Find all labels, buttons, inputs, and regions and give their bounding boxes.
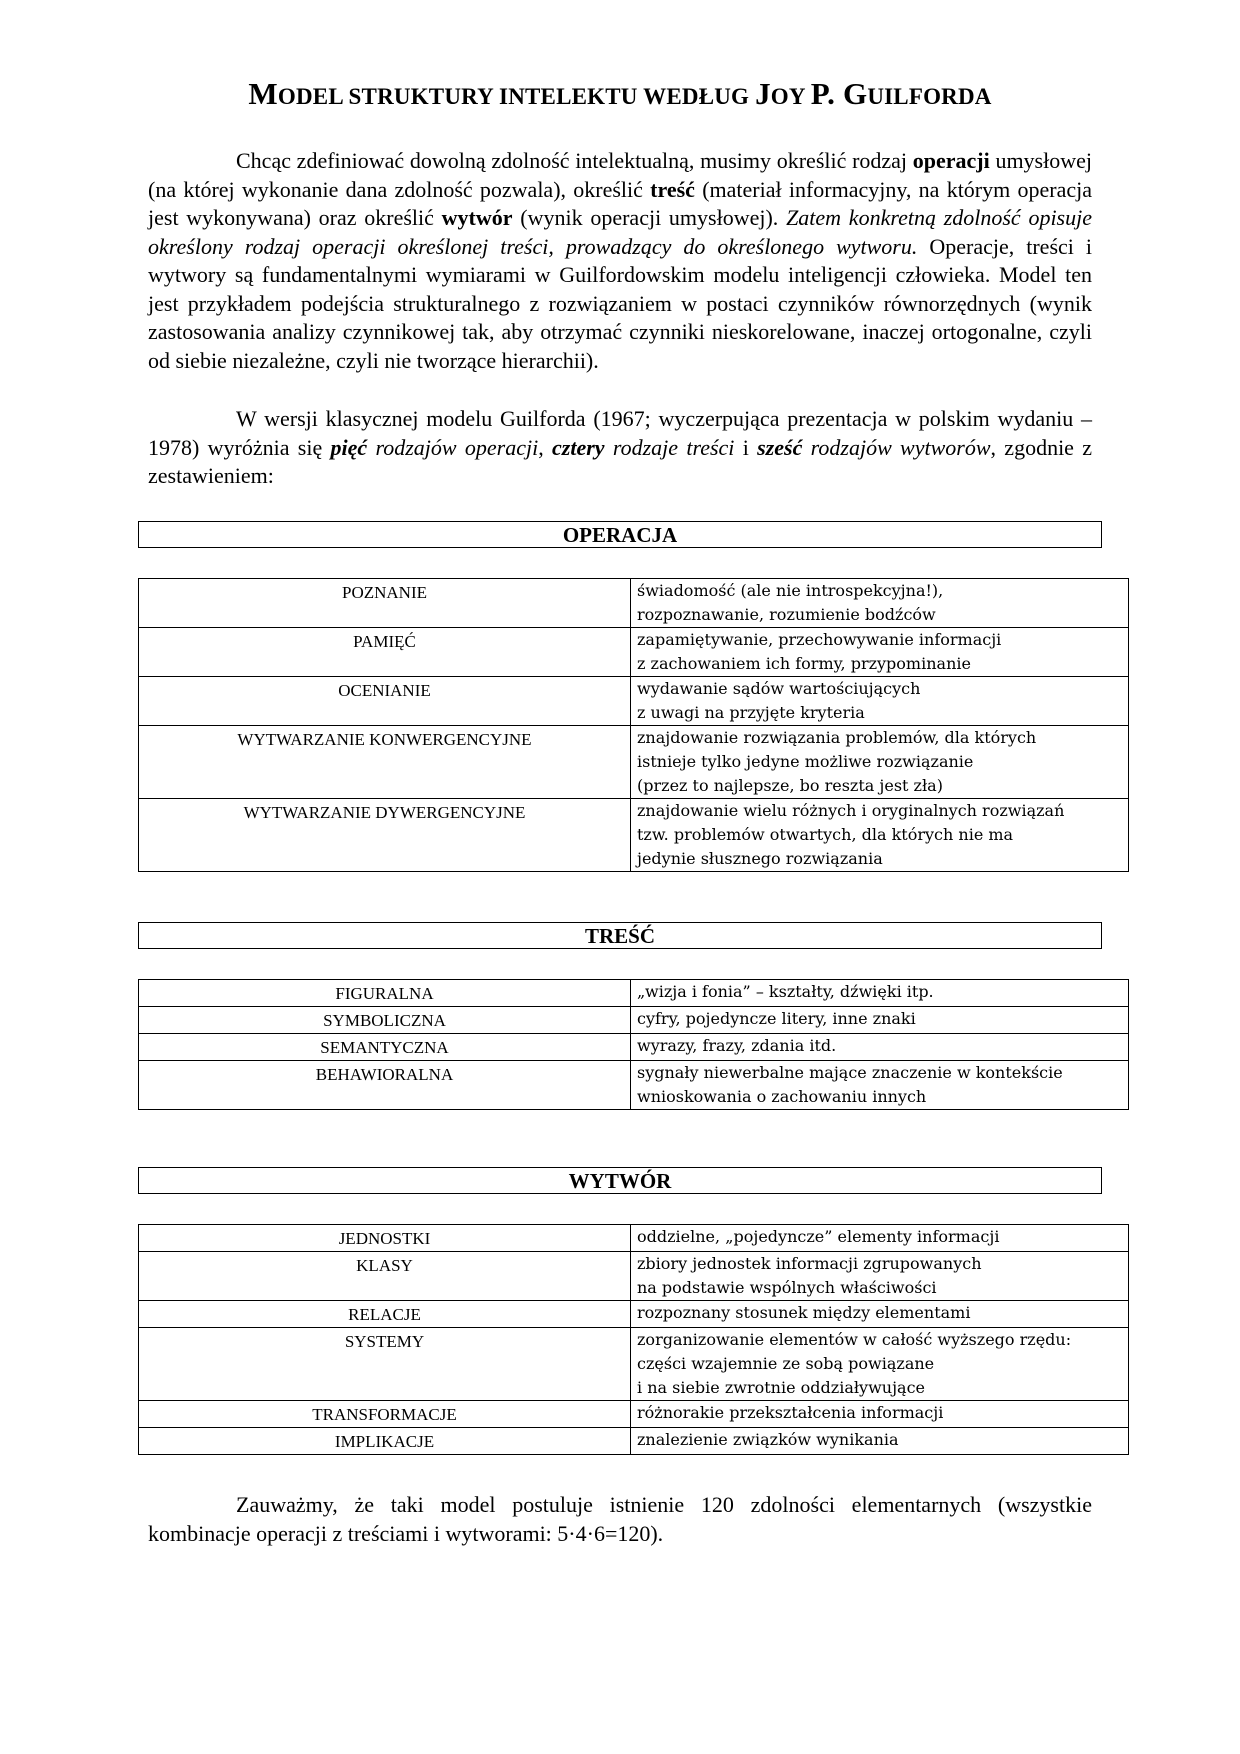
title-cap-2: J xyxy=(755,76,771,111)
title-text-2: OY xyxy=(770,84,811,109)
description-line: (przez to najlepsze, bo reszta jest zła) xyxy=(637,776,943,795)
category-name: OCENIANIE xyxy=(139,677,631,726)
description-line: znalezienie związków wynikania xyxy=(637,1430,899,1449)
description-line: rozpoznany stosunek między elementami xyxy=(637,1303,971,1322)
description-line: znajdowanie wielu różnych i oryginalnych rozwiązań xyxy=(637,801,1065,820)
table-row xyxy=(139,579,1129,628)
title-cap-1: M xyxy=(248,76,278,111)
description-line: i na siebie zwrotnie oddziaływujące xyxy=(637,1378,926,1397)
description-line: zorganizowanie elementów w całość wyższego rzędu: xyxy=(637,1330,1072,1349)
tresc-header: TREŚĆ xyxy=(138,922,1102,949)
classic-text-2: , xyxy=(538,434,553,460)
intro-italic-definition: Zatem konkretną zdolność opisuje określony rodzaj operacji określonej treści, prowadzący do określonego wytworu. xyxy=(148,205,1092,259)
description-line: wyrazy, frazy, zdania itd. xyxy=(637,1036,837,1055)
description-line: zbiory jednostek informacji zgrupowanych xyxy=(637,1254,982,1273)
category-name: FIGURALNA xyxy=(139,980,631,1007)
category-description xyxy=(631,579,1129,628)
description-line: różnorakie przekształcenia informacji xyxy=(637,1403,944,1422)
classic-italic-2: rodzaje treści xyxy=(604,434,735,460)
category-name: SEMANTYCZNA xyxy=(139,1034,631,1061)
category-name: TRANSFORMACJE xyxy=(139,1401,631,1428)
table-row xyxy=(139,1301,1129,1328)
category-description xyxy=(631,1252,1129,1301)
table-row xyxy=(139,1401,1129,1428)
description-line: oddzielne, „pojedyncze” elementy informacji xyxy=(637,1227,1000,1246)
operacja-table xyxy=(138,578,1129,872)
category-name: WYTWARZANIE KONWERGENCYJNE xyxy=(139,726,631,799)
category-name: IMPLIKACJE xyxy=(139,1428,631,1455)
description-line: z zachowaniem ich formy, przypominanie xyxy=(637,654,971,673)
category-description xyxy=(631,628,1129,677)
description-line: wnioskowania o zachowaniu innych xyxy=(637,1087,927,1106)
category-name: WYTWARZANIE DYWERGENCYJNE xyxy=(139,799,631,872)
count-piec: pięć xyxy=(330,434,368,460)
category-description xyxy=(631,1328,1129,1401)
title-text-3: UILFORDA xyxy=(867,84,992,109)
description-line: tzw. problemów otwartych, dla których nie ma xyxy=(637,825,1014,844)
conclusion-paragraph xyxy=(148,1491,1092,1548)
intro-paragraph xyxy=(148,147,1092,375)
category-description xyxy=(631,799,1129,872)
table-row xyxy=(139,1252,1129,1301)
table-row xyxy=(139,799,1129,872)
description-line: „wizja i fonia” – kształty, dźwięki itp. xyxy=(637,982,934,1001)
description-line: wydawanie sądów wartościujących xyxy=(637,679,921,698)
intro-text-5: Operacje, treści i wytwory są fundamentalnymi wymiarami w Guilfordowskim modelu inteligencji człowieka. Model ten jest przykładem podejścia strukturalnego z rozwiązaniem w postaci czynników równorzędnych (wynik zastosowania analizy czynnikowej tak, aby otrzymać czynniki nieskorelowane, inaczej ortogonalne, czyli od siebie niezależne, czyli nie tworzące hierarchii). xyxy=(148,233,1093,373)
category-name: BEHAWIORALNA xyxy=(139,1061,631,1110)
term-operacji: operacji xyxy=(912,148,990,173)
operacja-header: OPERACJA xyxy=(138,521,1102,548)
table-row xyxy=(139,1428,1129,1455)
table-row xyxy=(139,726,1129,799)
category-description xyxy=(631,1061,1129,1110)
title-cap-3: P. G xyxy=(810,76,868,111)
description-line: istnieje tylko jedyne możliwe rozwiązanie xyxy=(637,752,974,771)
category-name: SYMBOLICZNA xyxy=(139,1007,631,1034)
category-name: RELACJE xyxy=(139,1301,631,1328)
category-description xyxy=(631,1428,1129,1455)
table-row xyxy=(139,1007,1129,1034)
description-line: znajdowanie rozwiązania problemów, dla których xyxy=(637,728,1037,747)
table-row xyxy=(139,1061,1129,1110)
wytwor-header: WYTWÓR xyxy=(138,1167,1102,1194)
category-description xyxy=(631,1007,1129,1034)
category-description xyxy=(631,1301,1129,1328)
term-tresc: treść xyxy=(650,176,695,202)
category-name: KLASY xyxy=(139,1252,631,1301)
category-description xyxy=(631,1401,1129,1428)
category-name: POZNANIE xyxy=(139,579,631,628)
description-line: z uwagi na przyjęte kryteria xyxy=(637,703,865,722)
count-szesc: sześć xyxy=(757,434,803,460)
classic-italic-3: rodzajów wytworów xyxy=(802,434,991,460)
intro-text-3: (materiał informacyjny, na którym operacja jest wykonywana) oraz określić xyxy=(148,176,1092,230)
tresc-table xyxy=(138,979,1129,1110)
category-name: SYSTEMY xyxy=(139,1328,631,1401)
classic-text-3: i xyxy=(734,434,758,460)
description-line: świadomość (ale nie introspekcyjna!), xyxy=(637,581,944,600)
classic-model-paragraph xyxy=(148,405,1092,491)
table-row xyxy=(139,980,1129,1007)
category-name: PAMIĘĆ xyxy=(139,628,631,677)
wytwor-table xyxy=(138,1224,1129,1455)
category-description xyxy=(631,726,1129,799)
description-line: części wzajemnie ze sobą powiązane xyxy=(637,1354,935,1373)
table-row xyxy=(139,1034,1129,1061)
category-description xyxy=(631,677,1129,726)
category-description xyxy=(631,980,1129,1007)
table-row xyxy=(139,1328,1129,1401)
table-row xyxy=(139,1225,1129,1252)
category-description xyxy=(631,1034,1129,1061)
description-line: rozpoznawanie, rozumienie bodźców xyxy=(637,605,936,624)
classic-text-1: W wersji klasycznej modelu Guilforda (1967; wyczerpująca prezentacja w polskim wydaniu – 1978) wyróżnia się xyxy=(148,406,1092,460)
description-line: jedynie słusznego rozwiązania xyxy=(637,849,883,868)
category-name: JEDNOSTKI xyxy=(139,1225,631,1252)
description-line: zapamiętywanie, przechowywanie informacji xyxy=(637,630,1002,649)
count-cztery: cztery xyxy=(552,434,605,460)
intro-text-2: umysłowej (na której wykonanie dana zdolność pozwala), określić xyxy=(148,148,1092,202)
intro-text-4: (wynik operacji umysłowej). xyxy=(512,205,787,230)
description-line: na podstawie wspólnych właściwości xyxy=(637,1278,937,1297)
description-line: sygnały niewerbalne mające znaczenie w kontekście xyxy=(637,1063,1063,1082)
category-description xyxy=(631,1225,1129,1252)
title-text-1: ODEL STRUKTURY INTELEKTU WEDŁUG xyxy=(277,84,756,109)
intro-text-1: Chcąc zdefiniować dowolną zdolność intelektualną, musimy określić rodzaj xyxy=(236,148,913,173)
document-title xyxy=(0,76,1240,112)
classic-text-4: , zgodnie z zestawieniem: xyxy=(148,434,1093,488)
table-row xyxy=(139,677,1129,726)
term-wytwor: wytwór xyxy=(441,205,513,230)
description-line: cyfry, pojedyncze litery, inne znaki xyxy=(637,1009,916,1028)
table-row xyxy=(139,628,1129,677)
conclusion-text: Zauważmy, że taki model postuluje istnienie 120 zdolności elementarnych (wszystkie kombinacje operacji z treściami i wytworami: 5·4·6=120). xyxy=(148,1492,1092,1546)
classic-italic-1: rodzajów operacji xyxy=(367,434,539,460)
